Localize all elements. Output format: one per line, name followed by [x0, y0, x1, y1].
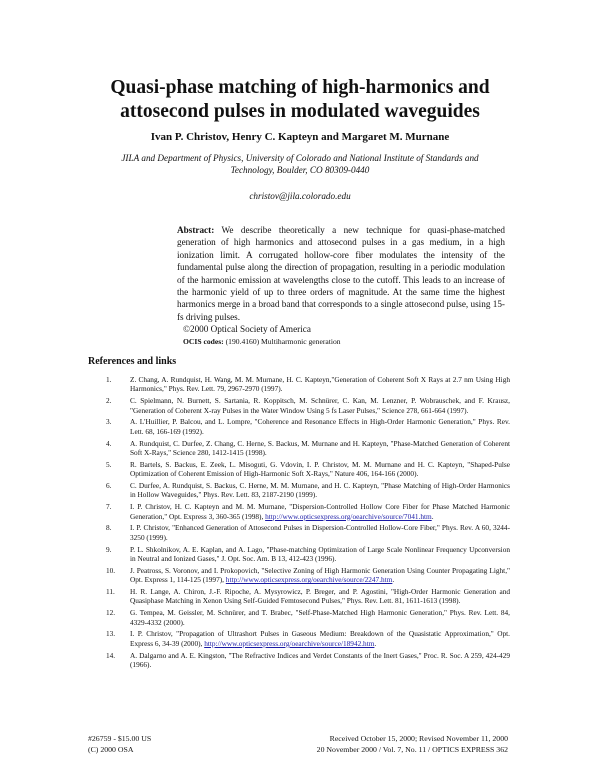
reference-text	[130, 439, 510, 458]
reference-tail: .	[392, 575, 395, 585]
reference-body: A. Dalgarno and A. E. Kingston, "The Refractive Indices and Verdet Constants of the Inert Gases," Proc. R. Soc. A 259, 424-429 (1966).	[130, 650, 510, 670]
reference-text	[130, 460, 510, 479]
reference-item	[96, 417, 510, 436]
reference-body: I. P. Christov, "Enhanced Generation of Attosecond Pulses in Dispersion-Controlled Hollow-Core Fiber," Phys. Rev. A 60, 3244-3250 (1999).	[130, 523, 510, 542]
reference-body: C. Spielmann, N. Burnett, S. Sartania, R. Koppitsch, M. Schnürer, C. Kan, M. Lenzner, P. Wobrauschek, and F. Krausz, "Generation of Coherent X-ray Pulses in the Water Window Using 5 fs Laser Pulses," Science 278, 661-664 (1997).	[130, 396, 510, 415]
reference-item	[96, 396, 510, 415]
reference-item	[96, 523, 510, 542]
reference-body: J. Peatross, S. Voronov, and I. Prokopovich, "Selective Zoning of High Harmonic Generation Using Counter Propagating Light," Opt. Express 1, 114-125 (1997),	[130, 565, 510, 585]
reference-body: I. P. Christov, H. C. Kapteyn and M. M. Murnane, "Dispersion-Controlled Hollow Core Fiber for Phase Matched Harmonic Generation," Opt. Express 3, 360-365 (1998),	[130, 502, 510, 521]
affiliation-line-2: Technology, Boulder, CO 80309-0440	[230, 165, 370, 175]
reference-number: 12.	[106, 608, 116, 618]
reference-number: 7.	[106, 502, 112, 512]
footer-journal-info: 20 November 2000 / Vol. 7, No. 11 / OPTICS EXPRESS 362	[316, 745, 508, 754]
reference-number: 9.	[106, 544, 112, 554]
abstract-block	[177, 224, 505, 348]
reference-body: I. P. Christov, "Propagation of Ultrashort Pulses in Gaseous Medium: Breakdown of the Quasistatic Approximation," Opt. Express 6, 34-39 (2000),	[130, 629, 510, 648]
reference-number: 2.	[106, 396, 112, 406]
reference-item	[96, 460, 510, 479]
reference-item	[96, 587, 510, 606]
reference-item	[96, 545, 510, 564]
reference-text	[130, 417, 510, 436]
reference-tail: .	[374, 638, 377, 648]
reference-body: H. R. Lange, A. Chiron, J.-F. Ripoche, A. Mysyrowicz, P. Breger, and P. Agostini, "High-Order Harmonic Generation and Quasiphase Matching in Xenon Using Self-Guided Femtosecond Pulses," Phys. Rev. Lett. 81, 1611-1613 (1998).	[130, 587, 510, 606]
reference-body: G. Tempea, M. Geissler, M. Schnürer, and T. Brabec, "Self-Phase-Matched High Harmonic Generation," Phys. Rev. Lett. 84, 4329-4332 (2000).	[130, 608, 510, 627]
footer-copyright: (C) 2000 OSA	[88, 745, 134, 754]
footer-right	[317, 733, 508, 755]
reference-item	[96, 481, 510, 500]
reference-number: 14.	[106, 650, 116, 660]
copyright-line: ©2000 Optical Society of America	[183, 324, 311, 335]
abstract-text: We describe theoretically a new technique for quasi-phase-matched generation of high harmonics and attosecond pulses in a gas medium, in a high ionization limit. A corrugated hollow-core fiber modulates the intensity of the fundamental pulse along the direction of propagation, resulting in a periodic modulation of the harmonic emission at wavelengths close to the cutoff. This leads to an increase of the harmonic yield of up to three orders of magnitude. At the same time the highest harmonics merge in a broad band that corresponds to a single attosecond pulse, using 15-fs driving pulses.	[177, 225, 505, 322]
reference-item	[96, 375, 510, 394]
reference-number: 10.	[106, 565, 116, 575]
reference-item	[96, 439, 510, 458]
reference-body: A. Rundquist, C. Durfee, Z. Chang, C. Herne, S. Backus, M. Murnane and H. Kapteyn, "Phase-Matched Generation of Coherent Soft X-Rays," Science 280, 1412-1415 (1998).	[130, 438, 510, 458]
reference-text	[130, 587, 510, 606]
references-heading: References and links	[88, 356, 177, 367]
footer-left	[88, 733, 151, 755]
reference-text	[130, 502, 510, 521]
reference-text	[130, 481, 510, 500]
affiliation	[118, 152, 482, 176]
reference-link[interactable]: http://www.opticsexpress.org/oearchive/source/2247.htm	[225, 575, 393, 585]
author-list: Ivan P. Christov, Henry C. Kapteyn and Margaret M. Murnane	[150, 131, 450, 143]
reference-number: 8.	[106, 523, 112, 533]
ocis-label: OCIS codes:	[183, 336, 224, 346]
reference-text	[130, 608, 510, 627]
ocis-codes	[177, 336, 505, 348]
reference-number: 4.	[106, 438, 112, 448]
abstract-paragraph	[177, 224, 505, 323]
title-line-1: Quasi-phase matching of high-harmonics and	[110, 77, 490, 98]
paper-title	[0, 76, 600, 124]
reference-number: 6.	[106, 481, 112, 491]
ocis-text: (190.4160) Multiharmonic generation	[225, 336, 341, 346]
reference-number: 3.	[106, 417, 112, 427]
reference-body: C. Durfee, A. Rundquist, S. Backus, C. Herne, M. M. Murnane, and H. C. Kapteyn, "Phase Matching of High-Order Harmonics in Hollow Waveguides," Phys. Rev. Lett. 83, 2187-2190 (1999).	[130, 481, 510, 500]
reference-link[interactable]: http://www.opticsexpress.org/oearchive/source/7041.htm	[265, 511, 432, 521]
affiliation-line-1: JILA and Department of Physics, University of Colorado and National Institute of Standards and	[121, 153, 479, 163]
reference-text	[130, 396, 510, 415]
reference-number: 5.	[106, 459, 112, 469]
title-line-2: attosecond pulses in modulated waveguides	[120, 101, 480, 122]
reference-item	[96, 629, 510, 648]
reference-item	[96, 502, 510, 521]
author-email: christov@jila.colorado.edu	[249, 191, 351, 201]
reference-number: 13.	[106, 629, 116, 639]
reference-text	[130, 375, 510, 394]
reference-text	[130, 566, 510, 585]
reference-text	[130, 651, 510, 670]
reference-body: R. Bartels, S. Backus, E. Zeek, L. Misoguti, G. Vdovin, I. P. Christov, M. M. Murnane and H. C. Kapteyn, "Shaped-Pulse Optimization of Coherent Emission of High-Harmonic Soft X-Rays," Nature 406, 164-166 (2000).	[130, 459, 510, 479]
reference-number: 11.	[106, 587, 115, 597]
reference-body: A. L'Huillier, P. Balcou, and L. Lompre, "Coherence and Resonance Effects in High-Order Harmonic Generation," Phys. Rev. Lett. 68, 166-169 (1992).	[130, 417, 510, 436]
footer-received: Received October 15, 2000; Revised November 11, 2000	[329, 734, 508, 743]
reference-body: Z. Chang, A. Rundquist, H. Wang, M. M. Murnane, H. C. Kapteyn,"Generation of Coherent Soft X Rays at 2.7 nm Using High Harmonics," Phys. Rev. Lett. 79, 2967-2970 (1997).	[130, 375, 510, 394]
references-list	[96, 375, 510, 672]
abstract-label: Abstract:	[177, 225, 215, 235]
reference-item	[96, 651, 510, 670]
reference-text	[130, 629, 510, 648]
reference-item	[96, 608, 510, 627]
reference-tail: .	[431, 511, 434, 521]
reference-number: 1.	[106, 375, 112, 384]
reference-item	[96, 566, 510, 585]
reference-text	[130, 523, 510, 542]
reference-body: P. L. Shkolnikov, A. E. Kaplan, and A. Lago, "Phase-matching Optimization of Large Scale Nonlinear Frequency Upconversion in Neutral and Ionized Gases," J. Opt. Soc. Am. B 13, 412-423 (1996).	[130, 544, 510, 564]
footer-price: #26759 - $15.00 US	[88, 734, 152, 743]
reference-text	[130, 545, 510, 564]
reference-link[interactable]: http://www.opticsexpress.org/oearchive/source/18942.htm	[204, 638, 375, 648]
